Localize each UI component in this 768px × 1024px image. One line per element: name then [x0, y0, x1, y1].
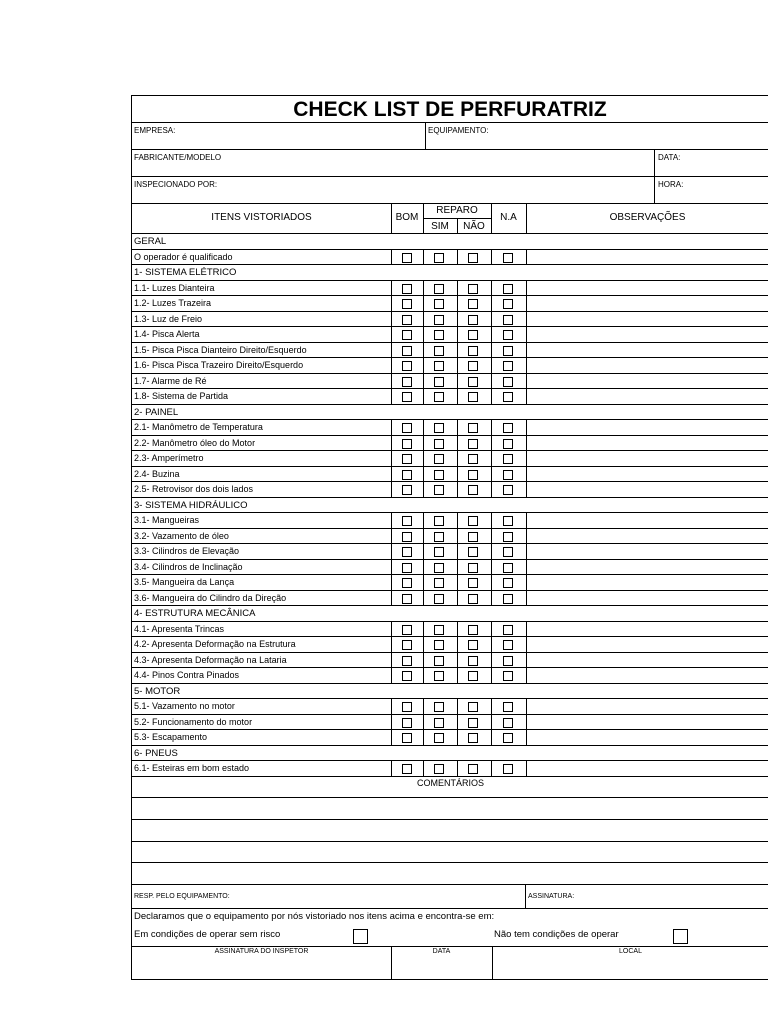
- fabricante-row: [131, 150, 768, 177]
- item-row: [131, 761, 768, 777]
- bom-checkbox[interactable]: [402, 299, 412, 309]
- item-label: 1.1- Luzes Dianteira: [134, 282, 215, 293]
- item-row: [131, 312, 768, 328]
- sem-risco-label: Em condições de operar sem risco: [134, 928, 281, 940]
- sim-checkbox[interactable]: [434, 377, 444, 387]
- comentarios-row: [131, 777, 768, 798]
- nao-checkbox[interactable]: [468, 516, 478, 526]
- bom-checkbox[interactable]: [402, 764, 412, 774]
- sem-risco-checkbox[interactable]: [353, 929, 368, 944]
- item-row: [131, 451, 768, 467]
- item-label: 3.6- Mangueira do Cilindro da Direção: [134, 592, 287, 603]
- na-checkbox[interactable]: [503, 764, 513, 774]
- bom-checkbox[interactable]: [402, 315, 412, 325]
- item-row: [131, 327, 768, 343]
- sim-checkbox[interactable]: [434, 299, 444, 309]
- na-checkbox[interactable]: [503, 702, 513, 712]
- bom-checkbox[interactable]: [402, 330, 412, 340]
- na-checkbox[interactable]: [503, 299, 513, 309]
- na-checkbox[interactable]: [503, 516, 513, 526]
- item-label: 1.3- Luz de Freio: [134, 313, 203, 324]
- sim-checkbox[interactable]: [434, 640, 444, 650]
- item-label: 5.1- Vazamento no motor: [134, 701, 235, 711]
- declaracao-row: [131, 909, 768, 947]
- sim-checkbox[interactable]: [434, 315, 444, 325]
- na-checkbox[interactable]: [503, 284, 513, 294]
- nao-checkbox[interactable]: [468, 470, 478, 480]
- item-row: [131, 343, 768, 359]
- bom-checkbox[interactable]: [402, 346, 412, 356]
- section-row: [131, 684, 768, 700]
- sim-checkbox[interactable]: [434, 532, 444, 542]
- item-row: [131, 436, 768, 452]
- resp-label: RESP. PELO EQUIPAMENTO:: [134, 892, 230, 900]
- item-label: O operador é qualificado: [134, 251, 233, 262]
- item-label: 2.5- Retrovisor dos dois lados: [134, 484, 254, 494]
- sim-checkbox[interactable]: [434, 330, 444, 340]
- item-label: 1.4- Pisca Alerta: [134, 329, 200, 339]
- item-row: [131, 699, 768, 715]
- nao-header: NÃO: [463, 221, 485, 232]
- empresa-row: [131, 123, 768, 150]
- na-checkbox[interactable]: [503, 671, 513, 681]
- nao-tem-label: Não tem condições de operar: [494, 928, 619, 940]
- item-label: 4.4- Pinos Contra Pinados: [134, 670, 240, 680]
- sim-checkbox[interactable]: [434, 485, 444, 495]
- sim-checkbox[interactable]: [434, 563, 444, 573]
- nao-checkbox[interactable]: [468, 392, 478, 402]
- item-label: 3.3- Cilindros de Elevação: [134, 546, 240, 556]
- item-row: [131, 374, 768, 390]
- hora-label: HORA:: [658, 180, 684, 189]
- bom-checkbox[interactable]: [402, 671, 412, 681]
- item-row: [131, 591, 768, 607]
- section-row: [131, 746, 768, 762]
- item-label: 1.6- Pisca Pisca Trazeiro Direito/Esquerdo: [134, 360, 304, 370]
- na-checkbox[interactable]: [503, 470, 513, 480]
- item-label: 3.4- Cilindros de Inclinação: [134, 561, 243, 572]
- bom-checkbox[interactable]: [402, 563, 412, 573]
- bom-checkbox[interactable]: [402, 423, 412, 433]
- sim-checkbox[interactable]: [434, 594, 444, 604]
- inspecionado-label: INSPECIONADO POR:: [134, 180, 218, 189]
- sim-checkbox[interactable]: [434, 718, 444, 728]
- item-row: [131, 296, 768, 312]
- na-checkbox[interactable]: [503, 733, 513, 743]
- bom-checkbox[interactable]: [402, 578, 412, 588]
- na-checkbox[interactable]: [503, 594, 513, 604]
- section-title: 1- SISTEMA ELÉTRICO: [134, 267, 237, 278]
- bom-checkbox[interactable]: [402, 439, 412, 449]
- nao-checkbox[interactable]: [468, 439, 478, 449]
- item-row: [131, 281, 768, 297]
- item-row: [131, 730, 768, 746]
- na-checkbox[interactable]: [503, 532, 513, 542]
- section-title: 6- PNEUS: [134, 747, 178, 759]
- bom-checkbox[interactable]: [402, 392, 412, 402]
- sim-checkbox[interactable]: [434, 578, 444, 588]
- item-row: [131, 544, 768, 560]
- bom-checkbox[interactable]: [402, 625, 412, 635]
- sim-checkbox[interactable]: [434, 439, 444, 449]
- na-header: N.A: [500, 212, 517, 223]
- sim-checkbox[interactable]: [434, 253, 444, 263]
- nao-checkbox[interactable]: [468, 284, 478, 294]
- section-title: 5- MOTOR: [134, 685, 181, 697]
- bom-checkbox[interactable]: [402, 640, 412, 650]
- comment-line[interactable]: [131, 863, 768, 885]
- item-label: 4.1- Apresenta Trincas: [134, 623, 225, 634]
- item-row: [131, 668, 768, 684]
- bom-checkbox[interactable]: [402, 702, 412, 712]
- na-checkbox[interactable]: [503, 563, 513, 573]
- columns-header: [131, 204, 768, 234]
- na-checkbox[interactable]: [503, 656, 513, 666]
- item-row: [131, 529, 768, 545]
- na-checkbox[interactable]: [503, 718, 513, 728]
- page-title: CHECK LIST DE PERFURATRIZ: [131, 95, 768, 123]
- assinatura-inspetor-row: [131, 946, 768, 980]
- sim-checkbox[interactable]: [434, 764, 444, 774]
- sim-checkbox[interactable]: [434, 671, 444, 681]
- nao-checkbox[interactable]: [468, 315, 478, 325]
- comment-line[interactable]: [131, 798, 768, 820]
- nao-checkbox[interactable]: [468, 547, 478, 557]
- itens-header: ITENS VISTORIADOS: [211, 212, 312, 223]
- reparo-header: REPARO: [436, 205, 478, 216]
- data-footer-label: DATA: [432, 947, 451, 955]
- na-checkbox[interactable]: [503, 330, 513, 340]
- section-row: [131, 265, 768, 281]
- section-row: [131, 606, 768, 622]
- section-title: 4- ESTRUTURA MECÂNICA: [134, 608, 256, 619]
- bom-checkbox[interactable]: [402, 547, 412, 557]
- item-label: 3.5- Mangueira da Lança: [134, 577, 235, 587]
- sim-checkbox[interactable]: [434, 625, 444, 635]
- local-label: LOCAL: [619, 947, 642, 955]
- checklist-rows: [131, 234, 768, 777]
- item-label: 5.2- Funcionamento do motor: [134, 716, 253, 727]
- equipamento-label: EQUIPAMENTO:: [428, 126, 489, 135]
- comentarios-label: COMENTÁRIOS: [416, 777, 484, 788]
- item-row: [131, 513, 768, 529]
- nao-checkbox[interactable]: [468, 423, 478, 433]
- empresa-label: EMPRESA:: [134, 126, 176, 135]
- na-checkbox[interactable]: [503, 361, 513, 371]
- item-label: 4.2- Apresenta Deformação na Estrutura: [134, 639, 296, 649]
- nao-checkbox[interactable]: [468, 361, 478, 371]
- comment-line[interactable]: [131, 842, 768, 863]
- assinatura-label: ASSINATURA:: [528, 892, 575, 900]
- item-label: 2.2- Manômetro óleo do Motor: [134, 437, 256, 448]
- na-checkbox[interactable]: [503, 423, 513, 433]
- nao-checkbox[interactable]: [468, 718, 478, 728]
- sim-checkbox[interactable]: [434, 361, 444, 371]
- item-label: 2.3- Amperímetro: [134, 453, 204, 463]
- item-row: [131, 715, 768, 731]
- na-checkbox[interactable]: [503, 377, 513, 387]
- na-checkbox[interactable]: [503, 625, 513, 635]
- na-checkbox[interactable]: [503, 485, 513, 495]
- nao-checkbox[interactable]: [468, 640, 478, 650]
- bom-checkbox[interactable]: [402, 594, 412, 604]
- sim-checkbox[interactable]: [434, 656, 444, 666]
- sim-checkbox[interactable]: [434, 346, 444, 356]
- bom-checkbox[interactable]: [402, 656, 412, 666]
- na-checkbox[interactable]: [503, 547, 513, 557]
- na-checkbox[interactable]: [503, 253, 513, 263]
- nao-checkbox[interactable]: [468, 532, 478, 542]
- section-title: 2- PAINEL: [134, 406, 179, 418]
- item-label: 1.7- Alarme de Ré: [134, 375, 207, 386]
- na-checkbox[interactable]: [503, 392, 513, 402]
- bom-checkbox[interactable]: [402, 377, 412, 387]
- bom-checkbox[interactable]: [402, 718, 412, 728]
- item-row: [131, 637, 768, 653]
- fabricante-label: FABRICANTE/MODELO: [134, 153, 222, 162]
- nao-checkbox[interactable]: [468, 346, 478, 356]
- bom-checkbox[interactable]: [402, 253, 412, 263]
- na-checkbox[interactable]: [503, 439, 513, 449]
- sim-checkbox[interactable]: [434, 516, 444, 526]
- item-row: [131, 622, 768, 638]
- item-label: 3.2- Vazamento de óleo: [134, 530, 229, 541]
- na-checkbox[interactable]: [503, 346, 513, 356]
- checklist-sheet: [131, 95, 768, 980]
- sim-checkbox[interactable]: [434, 733, 444, 743]
- na-checkbox[interactable]: [503, 315, 513, 325]
- sim-checkbox[interactable]: [434, 392, 444, 402]
- item-label: 2.4- Buzina: [134, 468, 180, 479]
- bom-checkbox[interactable]: [402, 361, 412, 371]
- section-row: [131, 498, 768, 514]
- item-row: [131, 560, 768, 576]
- item-label: 4.3- Apresenta Deformação na Lataria: [134, 654, 287, 665]
- data-label: DATA:: [658, 153, 681, 162]
- item-row: [131, 653, 768, 669]
- nao-checkbox[interactable]: [468, 330, 478, 340]
- nao-checkbox[interactable]: [468, 702, 478, 712]
- nao-tem-checkbox[interactable]: [673, 929, 688, 944]
- nao-checkbox[interactable]: [468, 454, 478, 464]
- item-row: [131, 420, 768, 436]
- bom-checkbox[interactable]: [402, 284, 412, 294]
- bom-header: BOM: [395, 212, 419, 223]
- nao-checkbox[interactable]: [468, 377, 478, 387]
- item-row: [131, 467, 768, 483]
- nao-checkbox[interactable]: [468, 594, 478, 604]
- item-label: 1.5- Pisca Pisca Dianteiro Direito/Esquerdo: [134, 344, 307, 355]
- nao-checkbox[interactable]: [468, 764, 478, 774]
- item-row: [131, 482, 768, 498]
- item-label: 3.1- Mangueiras: [134, 515, 200, 525]
- bom-checkbox[interactable]: [402, 470, 412, 480]
- bom-checkbox[interactable]: [402, 454, 412, 464]
- nao-checkbox[interactable]: [468, 733, 478, 743]
- item-label: 6.1- Esteiras em bom estado: [134, 763, 250, 773]
- sim-header: SIM: [431, 221, 449, 232]
- comment-line[interactable]: [131, 820, 768, 842]
- bom-checkbox[interactable]: [402, 516, 412, 526]
- section-row: [131, 234, 768, 250]
- na-checkbox[interactable]: [503, 578, 513, 588]
- nao-checkbox[interactable]: [468, 625, 478, 635]
- bom-checkbox[interactable]: [402, 532, 412, 542]
- resp-row: [131, 885, 768, 909]
- item-row: [131, 575, 768, 591]
- declaracao-text: Declaramos que o equipamento por nós vistoriado nos itens acima e encontra-se em:: [134, 910, 495, 922]
- na-checkbox[interactable]: [503, 454, 513, 464]
- assinatura-inspetor-label: ASSINATURA DO INSPETOR: [214, 947, 309, 955]
- nao-checkbox[interactable]: [468, 253, 478, 263]
- na-checkbox[interactable]: [503, 640, 513, 650]
- item-row: [131, 389, 768, 405]
- item-label: 1.8- Sistema de Partida: [134, 391, 229, 401]
- sim-checkbox[interactable]: [434, 547, 444, 557]
- section-row: [131, 405, 768, 421]
- bom-checkbox[interactable]: [402, 485, 412, 495]
- bom-checkbox[interactable]: [402, 733, 412, 743]
- item-label: 2.1- Manômetro de Temperatura: [134, 422, 263, 432]
- item-label: 1.2- Luzes Trazeira: [134, 298, 212, 308]
- sim-checkbox[interactable]: [434, 454, 444, 464]
- sim-checkbox[interactable]: [434, 284, 444, 294]
- inspecionado-row: [131, 177, 768, 204]
- nao-checkbox[interactable]: [468, 299, 478, 309]
- nao-checkbox[interactable]: [468, 656, 478, 666]
- sim-checkbox[interactable]: [434, 470, 444, 480]
- item-row: [131, 358, 768, 374]
- nao-checkbox[interactable]: [468, 485, 478, 495]
- obs-header: OBSERVAÇÕES: [609, 212, 686, 223]
- nao-checkbox[interactable]: [468, 563, 478, 573]
- nao-checkbox[interactable]: [468, 578, 478, 588]
- section-title: 3- SISTEMA HIDRÁULICO: [134, 499, 248, 511]
- sim-checkbox[interactable]: [434, 702, 444, 712]
- sim-checkbox[interactable]: [434, 423, 444, 433]
- section-title: GERAL: [134, 236, 167, 247]
- item-label: 5.3- Escapamento: [134, 732, 208, 742]
- nao-checkbox[interactable]: [468, 671, 478, 681]
- item-row: [131, 250, 768, 266]
